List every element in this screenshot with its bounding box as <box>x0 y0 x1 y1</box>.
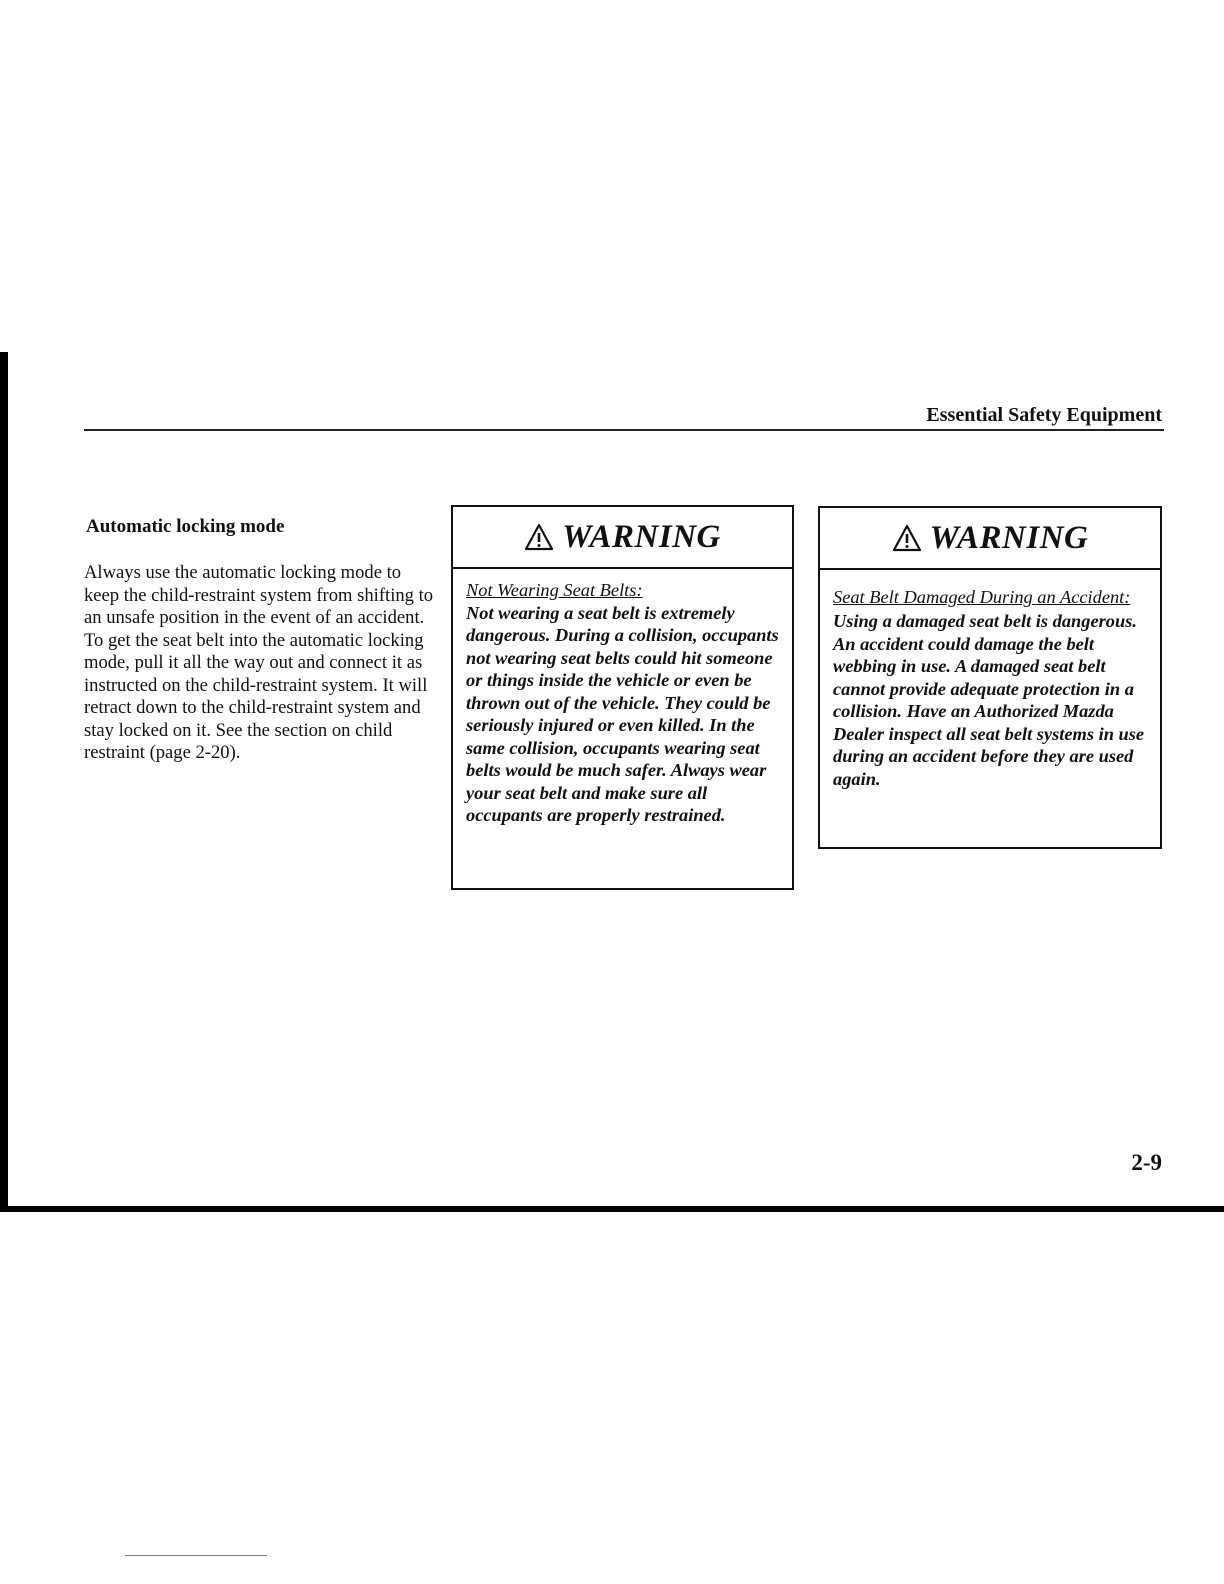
warning-title: WARNING <box>929 519 1089 556</box>
scan-mark-line <box>125 1555 267 1556</box>
warning-triangle-icon <box>524 523 554 551</box>
section-title: Essential Safety Equipment <box>926 404 1162 426</box>
warning-text: Not wearing a seat belt is extremely dangerous. During a collision, occupants not wearing seat belts could hit someone or things inside the vehicle or even be thrown out of the vehicle. They could be seriously injured or even killed. In the same collision, occupants wearing seat belts would be much safer. Always wear your seat belt and make sure all occupants are properly restrained. <box>466 602 779 825</box>
header-rule <box>84 429 1164 431</box>
warning-body <box>453 569 792 827</box>
bottom-rule <box>0 1206 1224 1212</box>
warning-text: Using a damaged seat belt is dangerous. An accident could damage the belt webbing in use. A damaged seat belt cannot provide adequate protection in a collision. Have an Authorized Mazda Dealer inspect all seat belt systems in use during an accident before they are used again. <box>833 611 1145 789</box>
page-number: 2-9 <box>1131 1150 1162 1175</box>
automatic-locking-paragraph: Always use the automatic locking mode to keep the child-restraint system from shifting to an unsafe position in the event of an accident. To get the seat belt into the automatic locking mode, pull it all the way out and connect it as instructed on the child-restraint system. It will retract down to the child-restraint system and stay locked on it. See the section on child restraint (page 2-20). <box>84 562 434 763</box>
left-edge-bar <box>0 352 8 1212</box>
warning-subtitle: Not Wearing Seat Belts: <box>466 580 643 600</box>
warning-box-not-wearing-seat-belts <box>451 505 794 890</box>
warning-header <box>820 508 1160 570</box>
automatic-locking-heading: Automatic locking mode <box>86 516 285 537</box>
warning-box-seat-belt-damaged <box>818 506 1162 849</box>
warning-header <box>453 507 792 569</box>
warning-triangle-icon <box>892 524 922 552</box>
warning-body <box>820 570 1160 790</box>
warning-title: WARNING <box>562 518 721 555</box>
warning-subtitle: Seat Belt Damaged During an Accident: <box>833 587 1131 607</box>
